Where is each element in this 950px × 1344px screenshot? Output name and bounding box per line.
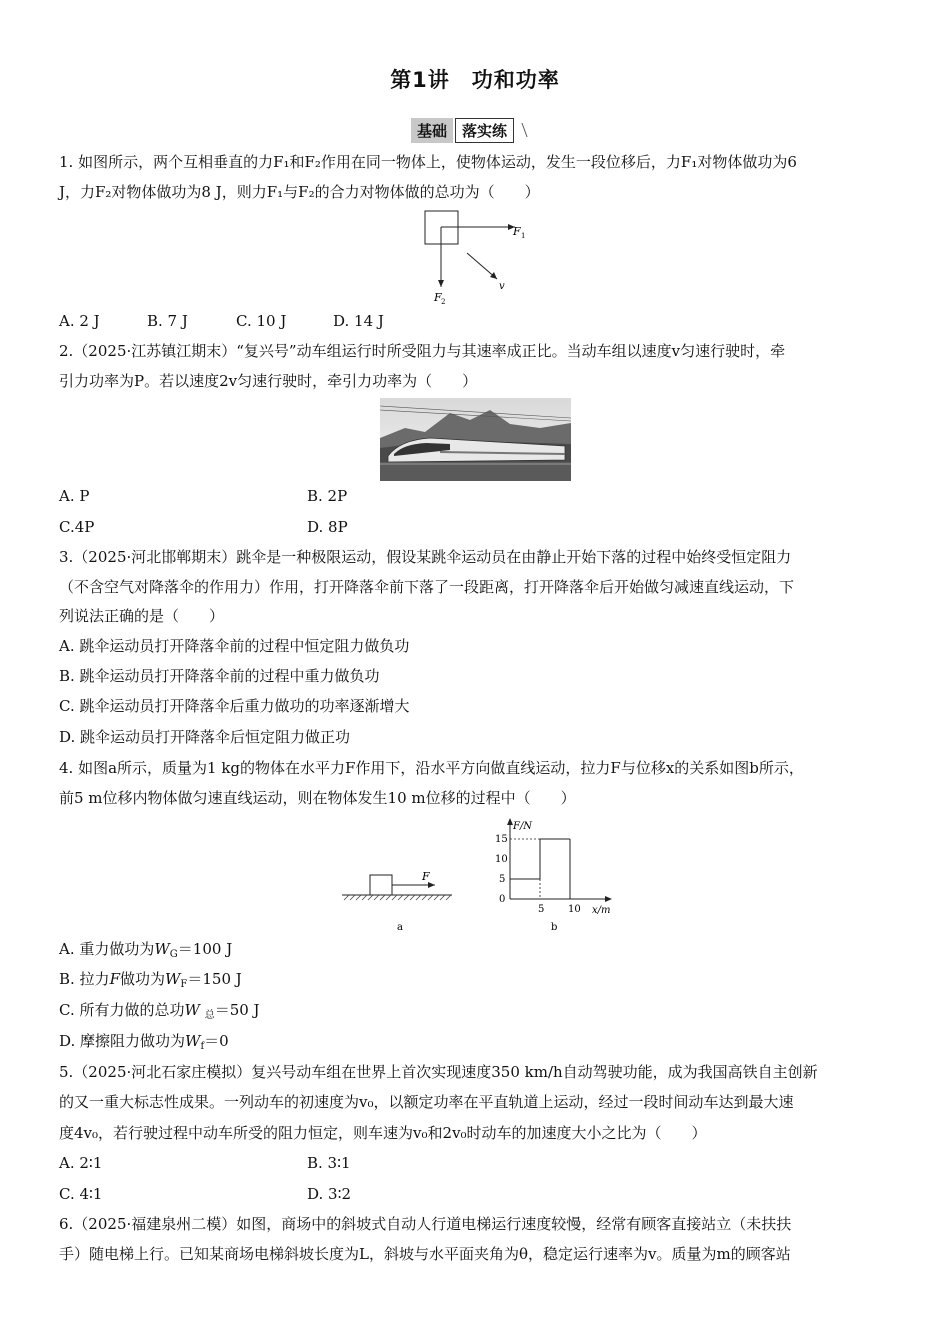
q1-line2: J，力F₂对物体做功为8 J，则力F₁与F₂的合力对物体做的总功为（ ） [59, 183, 540, 201]
q2-option-c[interactable]: C.4P [59, 518, 95, 536]
q4-caption-a: a [397, 922, 403, 933]
q2-option-b[interactable]: B. 2P [307, 487, 348, 505]
q4-caption-b: b [551, 922, 558, 933]
q1-f1-label: F [513, 225, 521, 238]
q2-option-d[interactable]: D. 8P [307, 518, 348, 536]
q4-option-a[interactable]: A. 重力做功为$W_G=100$ J [59, 940, 233, 960]
q1-f2-label: F [434, 291, 442, 304]
q5-line3: 度4v₀，若行驶过程中动车所受的阻力恒定，则车速为v₀和2v₀时动车的加速度大小之比为（ ） [59, 1124, 707, 1142]
q3-line1: 3.（2025·河北邯郸期末）跳伞是一种极限运动，假设某跳伞运动员在由静止开始下落的过程中始终受恒定阻力 [59, 548, 792, 566]
q1-option-a[interactable]: A. 2 J [59, 312, 100, 330]
q5-option-c[interactable]: C. 4∶1 [59, 1185, 103, 1203]
pencil-icon [513, 123, 527, 137]
q4-option-c[interactable]: C. 所有力做的总功W $_总$＝50 J [59, 1001, 260, 1021]
q1-f1-sub: 1 [521, 232, 526, 240]
q1-line1: 1. 如图所示，两个互相垂直的力F₁和F₂作用在同一物体上，使物体运动，发生一段位移后，力F₁对物体做功为6 [59, 153, 797, 171]
q4-figure-b-chart [490, 815, 650, 935]
section-badge [411, 118, 525, 142]
q4-line1: 4. 如图a所示，质量为1 kg的物体在水平力F作用下，沿水平方向做直线运动，拉力F与位移x的关系如图b所示， [59, 759, 804, 777]
q1-v-label: v [499, 281, 505, 292]
q4-option-d[interactable]: D. 摩擦阻力做功为$W_f=0$ [59, 1032, 229, 1052]
q1-option-d[interactable]: D. 14 J [333, 312, 384, 330]
q5-option-a[interactable]: A. 2∶1 [59, 1154, 103, 1172]
q3-option-c[interactable]: C. 跳伞运动员打开降落伞后重力做功的功率逐渐增大 [59, 697, 410, 715]
q1-f2-sub: 2 [441, 298, 446, 306]
q1-f2-arrowhead [438, 280, 444, 287]
q5-line1: 5.（2025·河北石家庄模拟）复兴号动车组在世界上首次实现速度350 km/h自动驾驶功能，成为我国高铁自主创新 [59, 1063, 818, 1081]
page-title: 第1讲 功和功率 [390, 68, 560, 92]
q2-line1: 2.（2025·江苏镇江期末）“复兴号”动车组运行时所受阻力与其速率成正比。当动车组以速度v匀速行驶时，牵 [59, 342, 786, 360]
q4-y-label: F/N [513, 821, 533, 832]
q4-option-b[interactable]: B. 拉力F做功为$W_F=150$ J [59, 970, 242, 990]
q1-force-diagram [415, 205, 535, 310]
q5-line2: 的又一重大标志性成果。一列动车的初速度为v₀，以额定功率在平直轨道上运动，经过一段时间动车达到最大速 [59, 1093, 794, 1111]
q2-option-a[interactable]: A. P [59, 487, 90, 505]
q4-force-label: F [422, 870, 430, 883]
section-badge-left: 基础 [411, 118, 453, 143]
q3-option-a[interactable]: A. 跳伞运动员打开降落伞前的过程中恒定阻力做负功 [59, 637, 410, 655]
q2-line2: 引力功率为P。若以速度2v匀速行驶时，牵引力功率为（ ） [59, 372, 478, 390]
section-badge-right: 落实练 [455, 118, 514, 143]
q4-ytick-15: 15 [495, 834, 508, 845]
q4-ytick-0: 0 [499, 894, 506, 905]
q4-ground-hatch [344, 895, 451, 900]
q4-ytick-10: 10 [495, 854, 508, 865]
q4-xtick-10: 10 [568, 904, 581, 915]
q6-line2: 手）随电梯上行。已知某商场电梯斜坡长度为L，斜坡与水平面夹角为θ，稳定运行速率为v。质量为m的顾客站 [59, 1245, 791, 1263]
q4-x-arrowhead [605, 896, 612, 902]
q5-option-d[interactable]: D. 3∶2 [307, 1185, 352, 1203]
q3-line2: （不含空气对降落伞的作用力）作用，打开降落伞前下落了一段距离，打开降落伞后开始做匀减速直线运动，下 [59, 578, 795, 596]
q3-line3: 列说法正确的是（ ） [59, 607, 225, 625]
q6-line1: 6.（2025·福建泉州二模）如图，商场中的斜坡式自动人行道电梯运行速度较慢，经常有顾客直接站立（未扶扶 [59, 1215, 792, 1233]
q2-train-photo [380, 398, 571, 481]
q3-option-d[interactable]: D. 跳伞运动员打开降落伞后恒定阻力做正功 [59, 728, 351, 746]
q1-v-arrowhead [490, 272, 497, 279]
q1-option-c[interactable]: C. 10 J [236, 312, 287, 330]
q4-ytick-5: 5 [499, 874, 506, 885]
q4-line2: 前5 m位移内物体做匀速直线运动，则在物体发生10 m位移的过程中（ ） [59, 789, 576, 807]
q4-xtick-5: 5 [538, 904, 545, 915]
q5-option-b[interactable]: B. 3∶1 [307, 1154, 351, 1172]
q4-block [370, 875, 392, 895]
q4-figure-a [340, 865, 465, 935]
q3-option-b[interactable]: B. 跳伞运动员打开降落伞前的过程中重力做负功 [59, 667, 380, 685]
q1-option-b[interactable]: B. 7 J [147, 312, 188, 330]
q4-x-label: x/m [592, 905, 611, 916]
